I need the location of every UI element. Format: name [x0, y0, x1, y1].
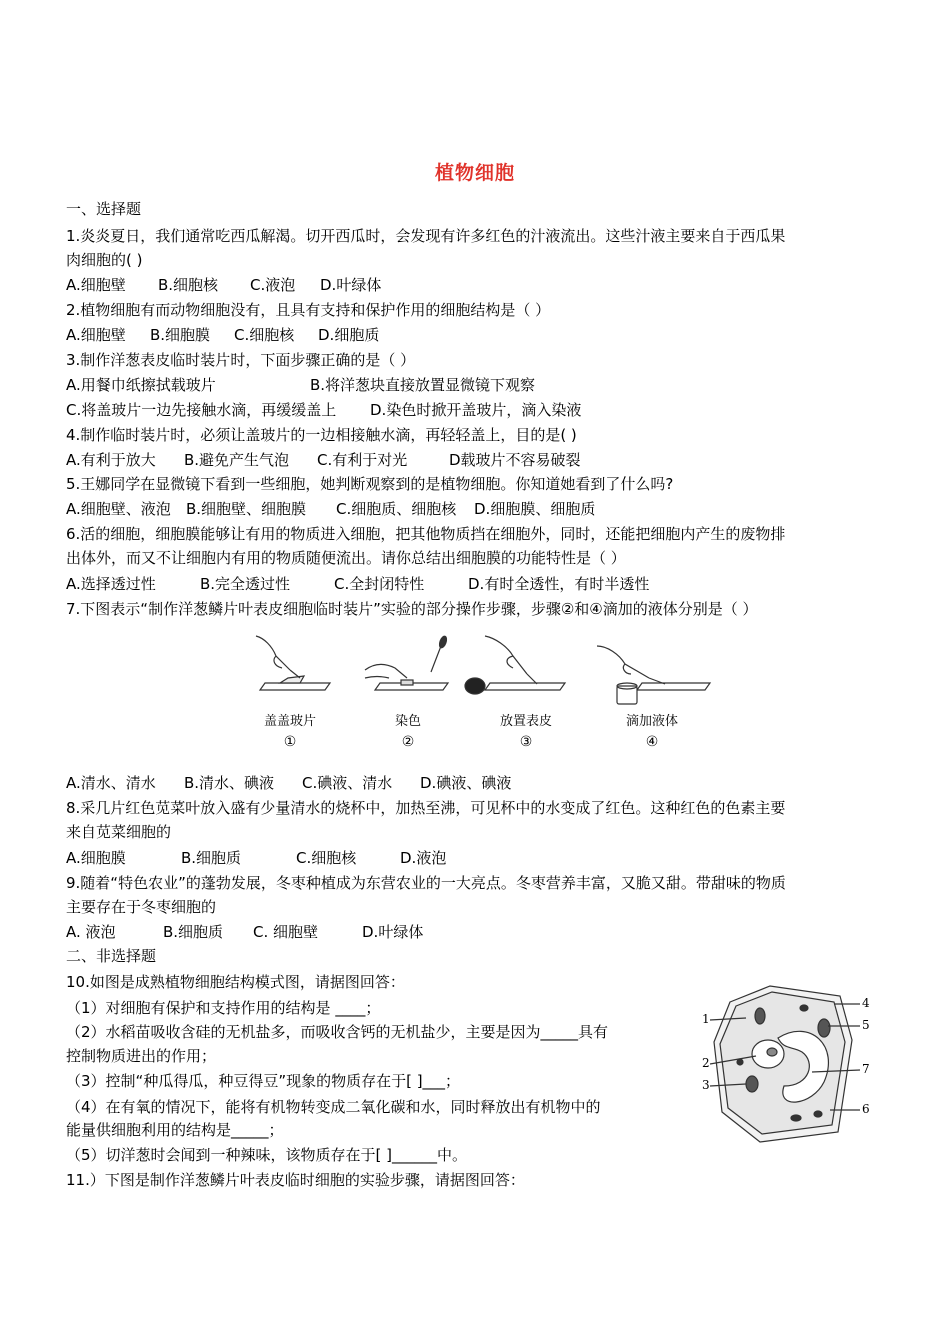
q1-option-c: C.液泡: [250, 276, 296, 294]
q8-option-c: C.细胞核: [296, 849, 357, 867]
add-liquid-step-icon: [597, 646, 710, 704]
q2-option-a: A.细胞壁: [66, 326, 126, 344]
q10-sub1: （1）对细胞有保护和支持作用的结构是 ____；: [66, 999, 381, 1017]
q8-options: [66, 848, 446, 868]
q8-stem-line1: 8.采几片红色苋菜叶放入盛有少量清水的烧杯中，加热至沸，可见杯中的水变成了红色。这种红色的色素主要: [66, 799, 786, 817]
section-heading-nonchoice: 二、非选择题: [66, 947, 157, 965]
q8-option-a: A.细胞膜: [66, 849, 126, 867]
q3-options-row1: [66, 375, 535, 395]
q4-option-b: B.避免产生气泡: [184, 451, 290, 469]
q7-caption-3: 放置表皮: [499, 714, 552, 729]
q10-sub2-line1: （2）水稻苗吸收含硅的无机盐多，而吸收含钙的无机盐少，主要是因为_____具有: [66, 1023, 609, 1041]
q4-option-a: A.有利于放大: [66, 451, 156, 469]
q3-option-d: D.染色时掀开盖玻片，滴入染液: [370, 401, 582, 419]
q10-sub4-line1: （4）在有氧的情况下，能将有机物转变成二氧化碳和水，同时释放出有机物中的: [66, 1098, 601, 1116]
q1-options: [66, 275, 381, 295]
q6-stem-line1: 6.活的细胞，细胞膜能够让有用的物质进入细胞，把其他物质挡在细胞外，同时，还能把细胞内产生的废物排: [66, 525, 786, 543]
q2-option-b: B.细胞膜: [150, 326, 211, 344]
q7-number-1: ①: [283, 734, 297, 750]
q4-stem: 4.制作临时装片时，必须让盖玻片的一边相接触水滴，再轻轻盖上，目的是( ): [66, 426, 577, 444]
q10-sub2-line2: 控制物质进出的作用；: [66, 1047, 217, 1065]
section-heading-choice: 一、选择题: [66, 200, 142, 218]
q9-option-c: C. 细胞壁: [253, 923, 319, 941]
q7-option-b: B.清水、碘液: [184, 774, 275, 792]
cover-slip-step-icon: [256, 636, 330, 690]
q3-option-c: C.将盖玻片一边先接触水滴，再缓缓盖上: [66, 401, 337, 419]
q2-stem: 2.植物细胞有而动物细胞没有，且具有支持和保护作用的细胞结构是（ ）: [66, 301, 551, 319]
q5-option-a: A.细胞壁、液泡: [66, 500, 171, 518]
q6-stem-line2: 出体外，而又不让细胞内有用的物质随便流出。请你总结出细胞膜的功能特性是（ ）: [66, 549, 626, 567]
q7-number-2: ②: [401, 734, 415, 750]
q9-option-d: D.叶绿体: [362, 923, 424, 941]
q2-options: [66, 325, 379, 345]
q5-option-d: D.细胞膜、细胞质: [474, 500, 596, 518]
q1-stem-line2: 肉细胞的( ): [66, 251, 143, 269]
q7-figure: [250, 628, 730, 753]
q9-stem-line2: 主要存在于冬枣细胞的: [66, 898, 217, 916]
cell-label-6: 6: [862, 1102, 870, 1116]
q10-sub3: （3）控制“种瓜得瓜，种豆得豆”现象的物质存在于[ ]___；: [66, 1072, 461, 1090]
cell-label-3: 3: [702, 1078, 710, 1092]
q4-options: [66, 450, 581, 470]
q5-option-b: B.细胞壁、细胞膜: [186, 500, 307, 518]
q6-option-d: D.有时全透性，有时半透性: [468, 575, 650, 593]
q6-option-c: C.全封闭特性: [334, 575, 425, 593]
q5-stem: 5.王娜同学在显微镜下看到一些细胞，她判断观察到的是植物细胞。你知道她看到了什么吗?: [66, 475, 674, 493]
q5-option-c: C.细胞质、细胞核: [336, 500, 457, 518]
q7-caption-2: 染色: [394, 714, 421, 729]
q7-number-3: ③: [519, 734, 533, 750]
q1-option-b: B.细胞核: [158, 276, 219, 294]
q1-option-a: A.细胞壁: [66, 276, 126, 294]
q5-options: [66, 499, 595, 519]
q3-options-row2: [66, 400, 581, 420]
cell-label-7: 7: [862, 1062, 870, 1076]
q7-option-c: C.碘液、清水: [302, 774, 393, 792]
q4-option-c: C.有利于对光: [317, 451, 408, 469]
q7-stem: 7.下图表示“制作洋葱鳞片叶表皮细胞临时装片”实验的部分操作步骤，步骤②和④滴加的液体分别是（ ）: [66, 600, 758, 618]
q10-plant-cell-figure: [700, 982, 880, 1147]
q6-options: [66, 574, 649, 594]
q7-figure-drawings: [250, 628, 730, 710]
q7-option-d: D.碘液、碘液: [420, 774, 512, 792]
q9-option-b: B.细胞质: [163, 923, 224, 941]
q10-stem: 10.如图是成熟植物细胞结构模式图，请据图回答：: [66, 973, 405, 991]
q4-option-d: D载玻片不容易破裂: [449, 451, 581, 469]
q2-option-d: D.细胞质: [318, 326, 380, 344]
q8-option-d: D.液泡: [400, 849, 447, 867]
q1-option-d: D.叶绿体: [320, 276, 382, 294]
q9-stem-line1: 9.随着“特色农业”的蓬勃发展，冬枣种植成为东营农业的一大亮点。冬枣营养丰富，又脆又甜。带甜味的物质: [66, 874, 786, 892]
cell-label-1: 1: [702, 1012, 710, 1026]
q3-option-a: A.用餐巾纸擦拭载玻片: [66, 376, 216, 394]
q9-option-a: A. 液泡: [66, 923, 116, 941]
q3-stem: 3.制作洋葱表皮临时装片时，下面步骤正确的是（ ）: [66, 351, 416, 369]
q7-options: [66, 773, 511, 793]
q7-number-4: ④: [645, 734, 659, 750]
q8-option-b: B.细胞质: [181, 849, 242, 867]
q7-caption-1: 盖盖玻片: [263, 714, 316, 729]
q1-stem-line1: 1.炎炎夏日，我们通常吃西瓜解渴。切开西瓜时，会发现有许多红色的汁液流出。这些汁液主要来自于西瓜果: [66, 227, 786, 245]
q6-option-b: B.完全透过性: [200, 575, 291, 593]
q11-stem: 11.）下图是制作洋葱鳞片叶表皮临时细胞的实验步骤，请据图回答：: [66, 1171, 525, 1189]
q10-sub4-line2: 能量供细胞利用的结构是_____；: [66, 1121, 284, 1139]
q2-option-c: C.细胞核: [234, 326, 295, 344]
q9-options: [66, 922, 423, 942]
page-title: 植物细胞: [434, 162, 515, 184]
q8-stem-line2: 来自苋菜细胞的: [66, 823, 172, 841]
q7-option-a: A.清水、清水: [66, 774, 156, 792]
q7-caption-4: 滴加液体: [625, 714, 678, 729]
q3-option-b: B.将洋葱块直接放置显微镜下观察: [310, 376, 536, 394]
cell-label-5: 5: [862, 1018, 870, 1032]
place-epidermis-step-icon: [465, 636, 565, 694]
cell-label-2: 2: [702, 1056, 710, 1070]
q6-option-a: A.选择透过性: [66, 575, 156, 593]
q10-sub5: （5）切洋葱时会闻到一种辣味，该物质存在于[ ]______中。: [66, 1146, 468, 1164]
stain-step-icon: [365, 635, 448, 690]
cell-label-4: 4: [862, 996, 870, 1010]
plant-cell-diagram: [700, 982, 880, 1147]
